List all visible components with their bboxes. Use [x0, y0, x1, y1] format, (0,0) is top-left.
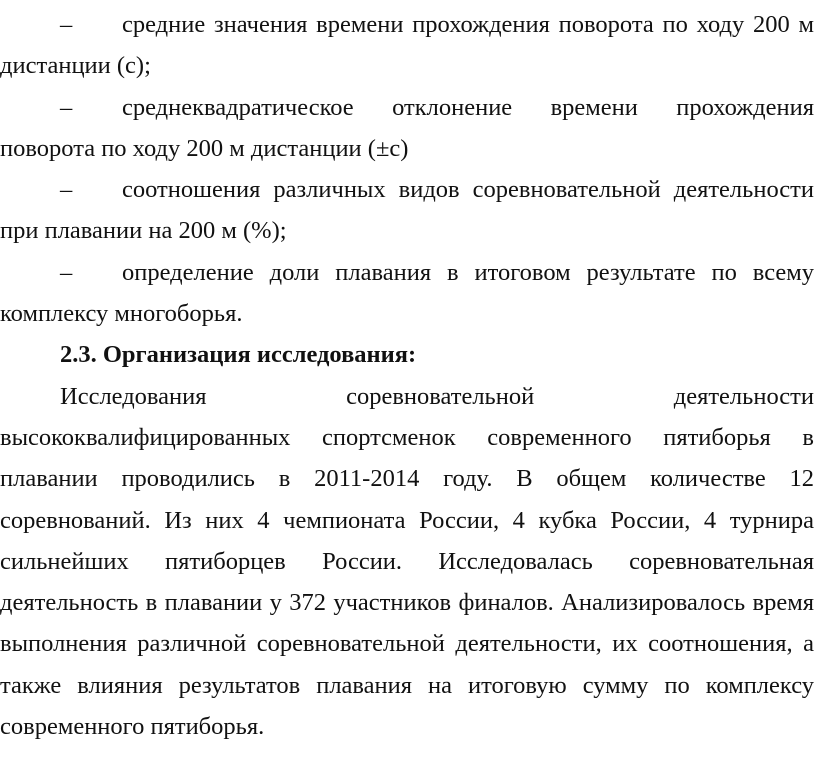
bullet-item	[0, 169, 816, 252]
dash-marker: –	[60, 11, 73, 38]
bullet-text: определение доли плавания в итоговом результате по всему комплексу многоборья.	[0, 258, 814, 328]
dash-marker: –	[60, 258, 73, 286]
dash-marker: –	[60, 176, 73, 204]
bullet-text: соотношения различных видов соревновательной деятельности при плавании на 200 м (%);	[0, 176, 814, 245]
dash-marker: –	[60, 93, 73, 121]
bullet-item	[0, 4, 816, 87]
bullet-item	[0, 87, 816, 170]
bullet-text: среднеквадратическое отклонение времени прохождения поворота по ходу 200 м дистанции (±с)	[0, 93, 814, 162]
body-paragraph: Исследования соревновательной деятельности высококвалифицированных спортсменок современного пятиборья в плавании проводились в 2011-2014 году. В общем количестве 12 соревнований. Из них 4 чемпионата России, 4 кубка России, 4 турнира сильнейших пятиборцев России. Исследовалась соревновательная деятельность в плавании у 372 участников финалов. Анализировалось время выполнения различной соревновательной деятельности, их соотношения, а также влияния результатов плавания на итоговую сумму по комплексу современного пятиборья.	[0, 382, 814, 741]
section-heading: 2.3. Организация исследования:	[60, 341, 417, 369]
bullet-item	[0, 252, 816, 335]
bullet-text: средние значения времени прохождения поворота по ходу 200 м дистанции (с);	[0, 11, 814, 80]
